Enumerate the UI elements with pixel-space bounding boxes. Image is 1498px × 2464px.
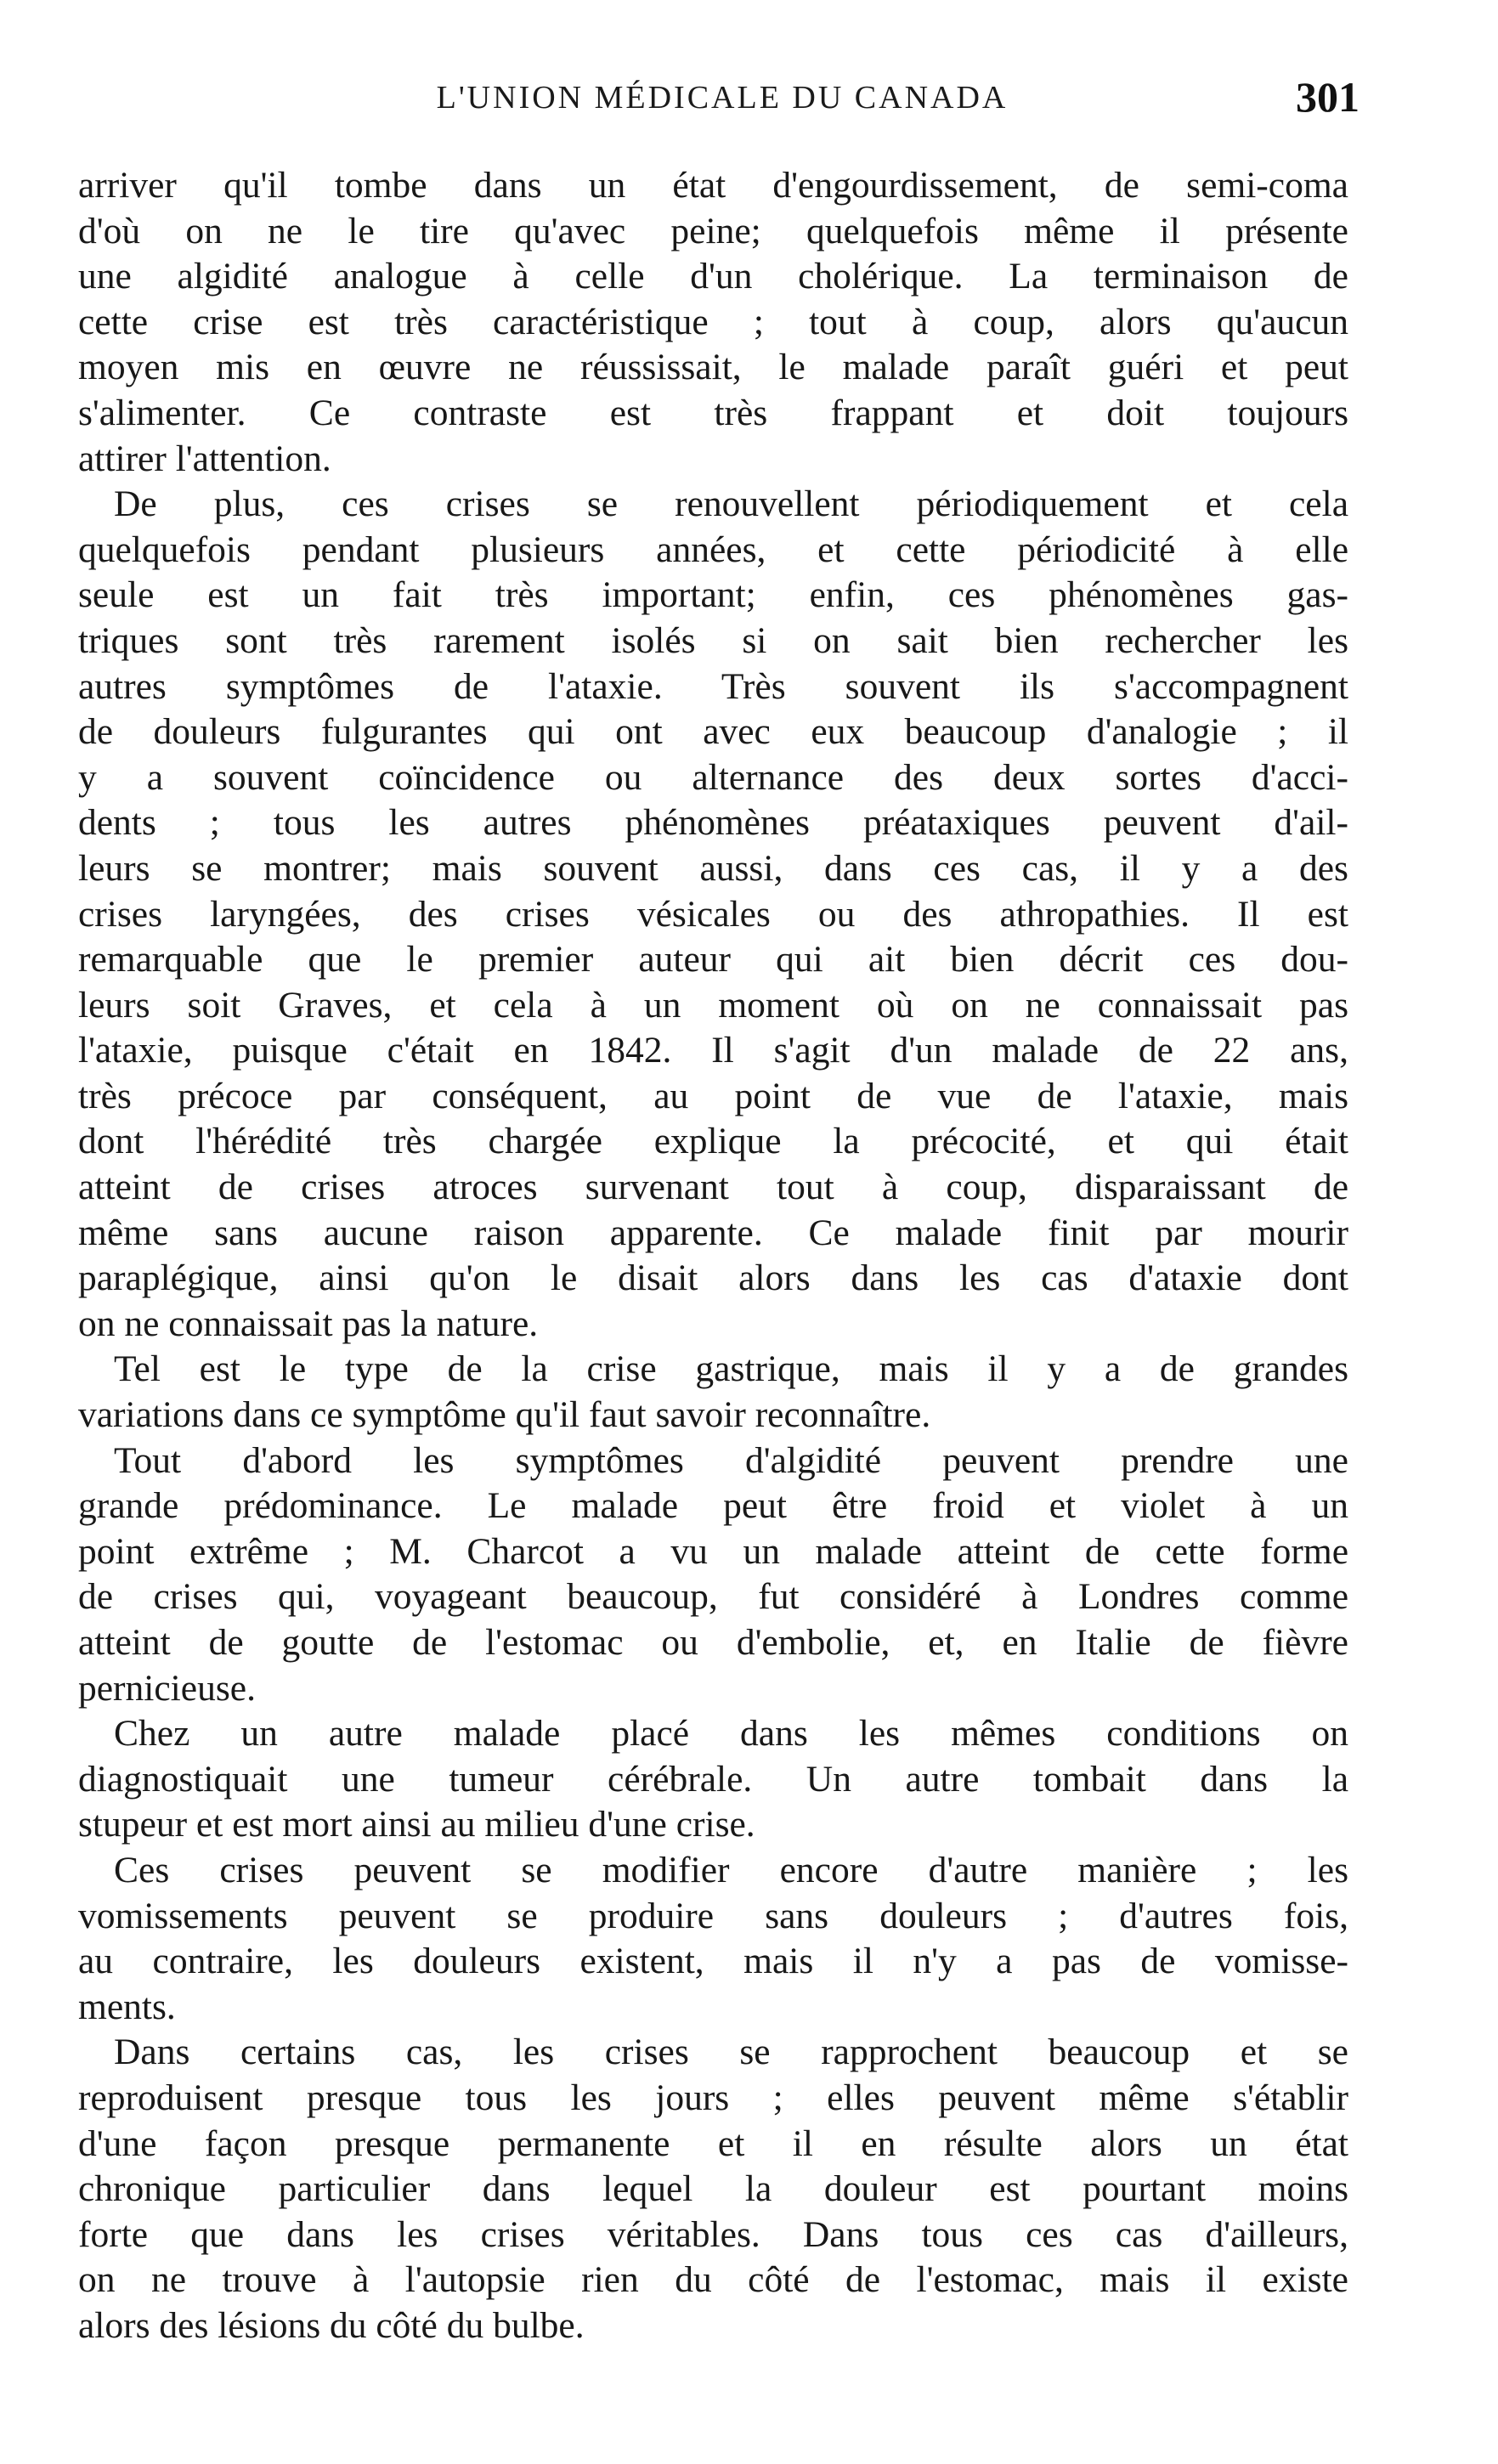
text-line: pernicieuse.	[78, 1667, 256, 1709]
text-line: au contraire, les douleurs existent, mais il n'y a pas de vomisse-	[78, 1941, 1348, 1982]
paragraph	[78, 1848, 1348, 2030]
text-line: moyen mis en œuvre ne réussissait, le malade paraît guéri et peut	[78, 347, 1348, 388]
text-line: attirer l'attention.	[78, 438, 331, 479]
text-line: de crises qui, voyageant beaucoup, fut considéré à Londres comme	[78, 1576, 1348, 1618]
text-line: d'où on ne le tire qu'avec peine; quelquefois même il présente	[78, 210, 1348, 251]
paragraph	[78, 163, 1348, 482]
text-line: on ne connaissait pas la nature.	[78, 1303, 539, 1344]
text-line: autres symptômes de l'ataxie. Très souvent ils s'accompagnent	[78, 665, 1348, 707]
paragraph	[78, 1347, 1348, 1438]
text-line: arriver qu'il tombe dans un état d'engourdissement, de semi-coma	[78, 165, 1348, 206]
text-line: variations dans ce symptôme qu'il faut savoir reconnaître.	[78, 1394, 931, 1436]
text-line: remarquable que le premier auteur qui ait bien décrit ces dou-	[78, 939, 1348, 981]
paragraph	[78, 1711, 1348, 1848]
paragraph	[78, 1438, 1348, 1712]
text-line: même sans aucune raison apparente. Ce malade finit par mourir	[78, 1212, 1348, 1253]
text-line: dont l'hérédité très chargée explique la précocité, et qui était	[78, 1121, 1348, 1162]
text-line: dents ; tous les autres phénomènes préataxiques peuvent d'ail-	[78, 802, 1348, 844]
text-line: atteint de crises atroces survenant tout à coup, disparaissant de	[78, 1167, 1348, 1208]
text-line: chronique particulier dans lequel la douleur est pourtant moins	[78, 2168, 1348, 2210]
text-line: crises laryngées, des crises vésicales ou des athropathies. Il est	[78, 893, 1348, 935]
text-line: quelquefois pendant plusieurs années, et cette périodicité à elle	[78, 528, 1348, 570]
text-line: y a souvent coïncidence ou alternance des deux sortes d'acci-	[78, 756, 1348, 798]
text-line: triques sont très rarement isolés si on sait bien rechercher les	[78, 619, 1348, 661]
text-line: point extrême ; M. Charcot a vu un malade atteint de cette forme	[78, 1530, 1348, 1572]
text-line: diagnostiquait une tumeur cérébrale. Un autre tombait dans la	[78, 1758, 1348, 1800]
text-line: Dans certains cas, les crises se rapprochent beaucoup et se	[114, 2032, 1348, 2073]
text-line: forte que dans les crises véritables. Dans tous ces cas d'ailleurs,	[78, 2213, 1348, 2255]
page-header	[85, 72, 1360, 123]
text-line: Tel est le type de la crise gastrique, mais il y a de grandes	[114, 1348, 1348, 1390]
text-line: on ne trouve à l'autopsie rien du côté de l'estomac, mais il existe	[78, 2259, 1348, 2301]
text-line: reproduisent presque tous les jours ; elles peuvent même s'établir	[78, 2077, 1348, 2118]
text-line: Chez un autre malade placé dans les mêmes conditions on	[114, 1713, 1348, 1755]
running-title: L'UNION MÉDICALE DU CANADA	[436, 80, 1009, 116]
paragraph	[78, 2030, 1348, 2348]
text-line: ments.	[78, 1986, 176, 2027]
text-line: leurs soit Graves, et cela à un moment où on ne connaissait pas	[78, 984, 1348, 1026]
text-line: De plus, ces crises se renouvellent périodiquement et cela	[114, 483, 1348, 525]
text-line: grande prédominance. Le malade peut être froid et violet à un	[78, 1485, 1348, 1527]
text-line: leurs se montrer; mais souvent aussi, dans ces cas, il y a des	[78, 847, 1348, 889]
text-line: paraplégique, ainsi qu'on le disait alors dans les cas d'ataxie dont	[78, 1257, 1348, 1299]
text-line: s'alimenter. Ce contraste est très frappant et doit toujours	[78, 392, 1348, 433]
text-line: très précoce par conséquent, au point de vue de l'ataxie, mais	[78, 1075, 1348, 1116]
text-line: stupeur et est mort ainsi au milieu d'une crise.	[78, 1804, 755, 1845]
text-line: alors des lésions du côté du bulbe.	[78, 2304, 585, 2346]
text-line: une algidité analogue à celle d'un cholérique. La terminaison de	[78, 256, 1348, 297]
text-line: atteint de goutte de l'estomac ou d'embolie, et, en Italie de fièvre	[78, 1622, 1348, 1663]
text-line: d'une façon presque permanente et il en résulte alors un état	[78, 2122, 1348, 2164]
text-line: vomissements peuvent se produire sans douleurs ; d'autres fois,	[78, 1895, 1348, 1936]
text-line: seule est un fait très important; enfin, ces phénomènes gas-	[78, 574, 1348, 616]
body-text	[78, 163, 1348, 2349]
text-line: Ces crises peuvent se modifier encore d'autre manière ; les	[114, 1849, 1348, 1890]
text-line: de douleurs fulgurantes qui ont avec eux beaucoup d'analogie ; il	[78, 711, 1348, 753]
paragraph	[78, 482, 1348, 1347]
page-number: 301	[1296, 73, 1360, 121]
text-line: Tout d'abord les symptômes d'algidité peuvent prendre une	[114, 1439, 1348, 1481]
text-line: cette crise est très caractéristique ; tout à coup, alors qu'aucun	[78, 301, 1348, 342]
text-line: l'ataxie, puisque c'était en 1842. Il s'agit d'un malade de 22 ans,	[78, 1030, 1348, 1071]
